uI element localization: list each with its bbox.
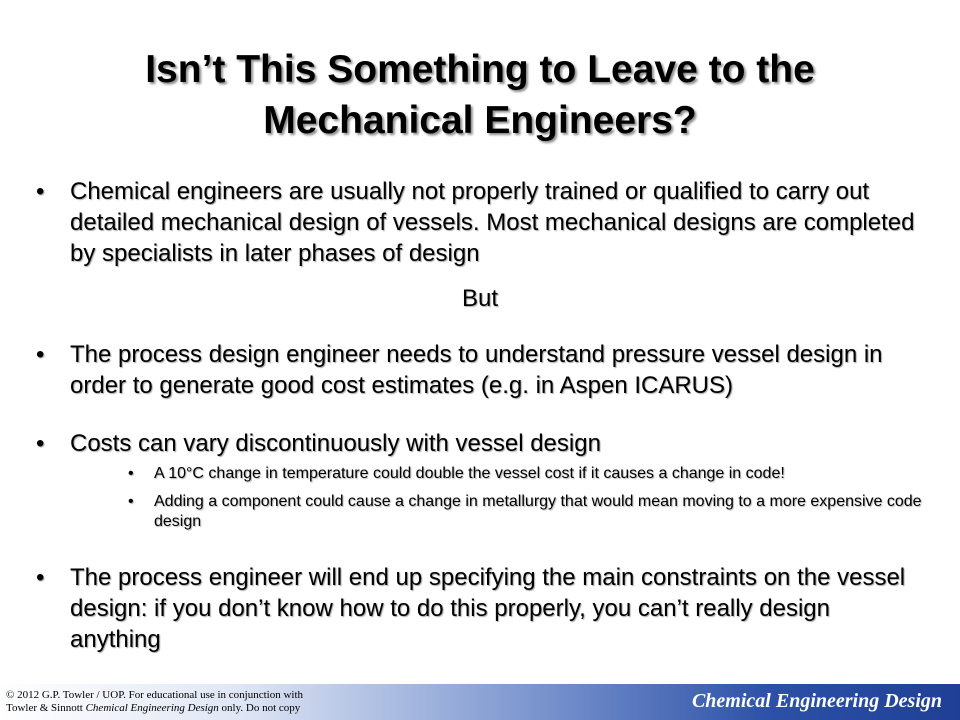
footer-copyright xyxy=(6,689,406,715)
bullet-item xyxy=(36,562,926,655)
slide-title xyxy=(60,44,900,146)
separator-text: But xyxy=(461,285,499,312)
bullet-icon: • xyxy=(36,564,45,591)
footer-brand: Chemical Engineering Design xyxy=(691,690,942,712)
footer-copyright-suffix: only. Do not copy xyxy=(218,702,301,714)
bullet-text: Costs can vary discontinuously with vessel design xyxy=(70,430,601,457)
bullet-icon: • xyxy=(36,178,45,205)
bullet-item xyxy=(36,176,926,269)
bullet-item xyxy=(36,428,926,459)
bullet-item xyxy=(36,339,926,401)
bullet-text: The process engineer will end up specifying the main constraints on the vessel design: if you don’t know how to do this properly, you can’t really design anything xyxy=(70,564,906,653)
sub-bullet-text: Adding a component could cause a change in metallurgy that would mean moving to a more expensive code design xyxy=(154,493,922,530)
bullet-text: The process design engineer needs to understand pressure vessel design in order to generate good cost estimates (e.g. in Aspen ICARUS) xyxy=(70,341,883,399)
footer-copyright-prefix: Towler & Sinnott xyxy=(6,702,86,714)
sub-bullet-icon: • xyxy=(128,465,134,482)
footer-copyright-line-1: © 2012 G.P. Towler / UOP. For educational use in conjunction with xyxy=(6,689,304,701)
sub-bullet-item xyxy=(128,492,928,532)
footer-copyright-line-2 xyxy=(6,702,406,715)
footer-copyright-book-title: Chemical Engineering Design xyxy=(85,702,219,714)
bullet-text: Chemical engineers are usually not properly trained or qualified to carry out detailed mechanical design of vessels. Most mechanical designs are completed by specialists in later phases of design xyxy=(70,178,915,267)
bullet-icon: • xyxy=(36,430,45,457)
slide-title-line-2: Mechanical Engineers? xyxy=(263,99,697,142)
slide-title-line-1: Isn’t This Something to Leave to the xyxy=(145,48,815,91)
bullet-icon: • xyxy=(36,341,45,368)
sub-bullet-text: A 10°C change in temperature could double the vessel cost if it causes a change in code! xyxy=(154,465,785,482)
sub-bullet-item xyxy=(128,464,928,484)
sub-bullet-icon: • xyxy=(128,493,134,510)
